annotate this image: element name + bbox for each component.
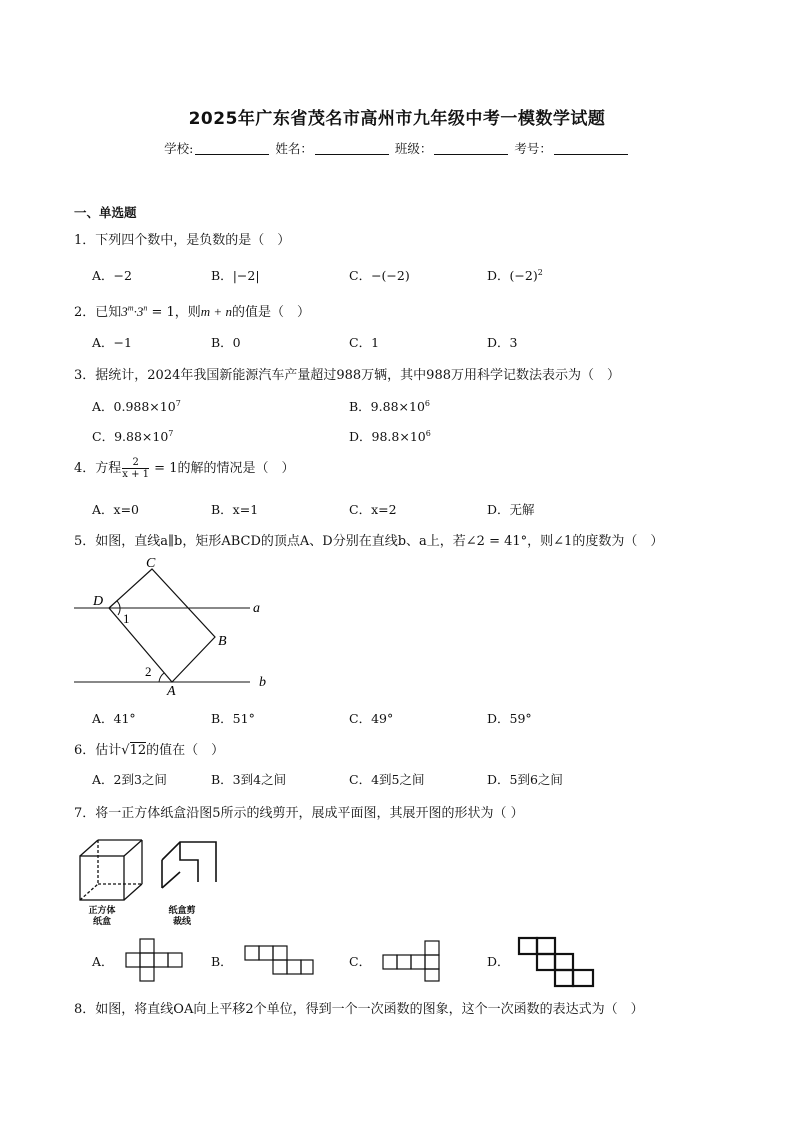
question-text: 将一正方体纸盒沿图5所示的线剪开，展成平面图，其展开图的形状为（ ） [95,806,524,821]
option-value: |−2| [232,268,260,283]
fraction [122,457,149,480]
q7-option-a: A． [92,954,114,969]
option-value: A．0.988×10 [92,399,176,414]
q7-net-c [381,938,445,984]
question-number: 2． [74,305,96,320]
question-text: 的值是（ ） [231,305,310,320]
section-heading: 一、单选题 [74,205,137,220]
question-text: 下列四个数中，是负数的是（ ） [95,233,291,248]
option-value: C．9.88×10 [92,429,169,444]
exponent: 7 [168,428,174,438]
question-5 [74,530,663,549]
school-blank [195,142,269,155]
question-4 [74,457,295,480]
exponent: 6 [424,398,430,408]
name-label: 姓名： [275,141,313,156]
question-text: ，则 [174,305,201,320]
label-c: C [146,556,156,571]
angle-2-arc [159,673,164,682]
q3-option-d [349,427,431,445]
cube-caption [82,906,122,928]
q1-option-d [487,266,543,284]
option-letter: D． [487,268,510,283]
q2-option-b: B．0 [211,335,241,350]
name-blank [315,142,389,155]
q3-option-c [92,427,173,445]
q4-option-d: D．无解 [487,502,535,517]
question-text: 如图，将直线OA向上平移2个单位，得到一个一次函数的图象，这个一次函数的表达式为（ ） [95,1002,644,1017]
school-label: 学校: [164,141,194,156]
q6-option-b: B．3到4之间 [211,772,287,787]
exam-no-blank [554,142,628,155]
question-number: 6． [74,743,96,758]
question-text: 如图，直线a∥b，矩形ABCD的顶点A、D分别在直线b、a上，若∠2 = 41°，则∠1的度数为（ ） [95,534,664,549]
label-angle-1: 1 [123,611,130,626]
label-d: D [93,594,104,609]
q5-option-d: D．59° [487,711,532,726]
caption-line: 正方体 [88,906,116,916]
option-value: B．9.88×10 [349,399,425,414]
cut-lines-drawing [162,842,216,888]
page-title: 2025年广东省茂名市高州市九年级中考一模数学试题 [188,109,606,129]
option-letter: B． [211,268,233,283]
radicand: 12 [129,743,147,758]
question-7 [74,802,524,821]
q7-net-b [243,944,315,976]
option-value: −(−2) [371,268,410,283]
cube-drawing [80,840,142,900]
math-expr: = 1 [147,305,175,320]
q7-option-b: B． [211,954,233,969]
q7-option-c: C． [349,954,372,969]
exponent: 7 [175,398,181,408]
q7-net-d [517,936,597,990]
question-1 [74,229,290,248]
cut-caption [160,906,204,928]
caption-line: 纸盒 [92,917,111,927]
q5-geometry-figure [70,552,280,700]
label-b-vertex: B [218,634,227,649]
question-2 [74,301,310,320]
q3-option-a [92,397,181,415]
question-8 [74,998,644,1017]
exponent: m [127,303,134,313]
option-value: (−2) [509,268,538,283]
label-a-vertex: A [167,684,176,699]
question-number: 7． [74,806,96,821]
question-number: 5． [74,534,96,549]
sqrt-symbol: √ [121,743,130,758]
numerator: 2 [122,457,149,469]
class-label: 班级： [394,141,433,156]
question-text: 的值在（ ） [146,743,225,758]
math-expr: 3 [121,304,128,319]
question-number: 8． [74,1002,96,1017]
q2-option-d: D．3 [487,335,518,350]
q4-option-c: C．x=2 [349,502,397,517]
caption-line: 裁线 [172,917,191,927]
question-number: 1． [74,233,96,248]
math-expr: = 1 [150,461,178,476]
q7-option-d: D． [487,954,510,969]
exponent: 6 [425,428,431,438]
q4-option-a: A．x=0 [92,502,140,517]
q6-option-d: D．5到6之间 [487,772,563,787]
option-letter: C． [349,268,372,283]
question-number: 4． [74,461,96,476]
denominator: x + 1 [122,469,150,480]
label-line-a: a [253,601,260,616]
q6-option-c: C．4到5之间 [349,772,425,787]
q6-option-a: A．2到3之间 [92,772,167,787]
q1-option-a: A．−2 [92,268,132,283]
question-text: 方程 [95,461,122,476]
question-6 [74,739,224,758]
q5-option-b: B．51° [211,711,255,726]
q7-cube-figures [76,836,226,908]
q2-option-a: A．−1 [92,335,132,350]
question-text: 据统计，2024年我国新能源汽车产量超过988万辆，其中988万用科学记数法表示为（ ） [95,368,620,383]
math-expr: m + n [200,304,232,319]
label-line-b: b [259,675,266,690]
caption-line: 纸盒剪 [168,906,196,916]
q5-option-c: C．49° [349,711,394,726]
q4-option-b: B．x=1 [211,502,259,517]
q2-option-c: C．1 [349,335,380,350]
option-value: D．98.8×10 [349,429,426,444]
question-3 [74,364,620,383]
exponent: n [143,303,148,313]
q5-option-a: A．41° [92,711,136,726]
question-text: 已知 [95,305,122,320]
label-angle-2: 2 [145,664,152,679]
exponent: 2 [537,267,543,277]
question-number: 3． [74,368,96,383]
student-info [0,139,794,157]
class-blank [434,142,508,155]
math-expr: ·3 [133,304,144,319]
q7-net-a [124,938,184,984]
q1-option-c [349,266,410,284]
q3-option-b [349,397,430,415]
question-text: 估计 [95,743,122,758]
question-text: 的解的情况是（ ） [177,461,295,476]
q1-option-b [211,266,260,284]
exam-no-label: 考号： [514,141,552,156]
